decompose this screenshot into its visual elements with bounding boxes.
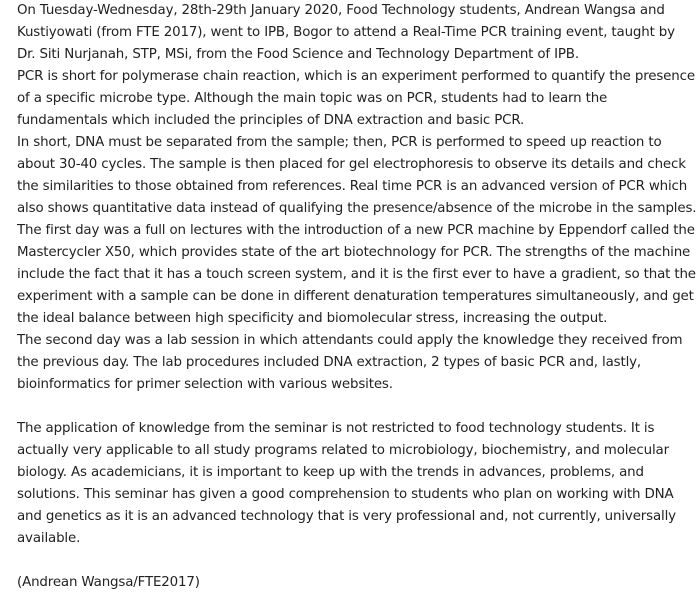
article-body (17, 0, 697, 594)
article-paragraph-conclusion: The application of knowledge from the seminar is not restricted to food technology students. It is actually very applicable to all study programs related to microbiology, biochemistry, and molecular biology. As academicians, it is important to keep up with the trends in advances, problems, and solutions. This seminar has given a good comprehension to students who plan on working with DNA and genetics as it is an advanced technology that is very professional and, not currently, universally available. (17, 421, 676, 546)
article-byline: (Andrean Wangsa/FTE2017) (17, 575, 200, 590)
article-paragraph-pcr-process: In short, DNA must be separated from the sample; then, PCR is performed to speed up reaction to about 30-40 cycles. The sample is then placed for gel electrophoresis to observe its details and check the similarities to those obtained from references. Real time PCR is an advanced version of PCR which also shows quantitative data instead of qualifying the presence/absence of the microbe in the samples. (17, 135, 697, 216)
article-paragraph-intro: On Tuesday-Wednesday, 28th-29th January 2020, Food Technology students, Andrean Wangsa and Kustiyowati (from FTE 2017), went to IPB, Bogor to attend a Real-Time PCR training event, taught by Dr. Siti Nurjanah, STP, MSi, from the Food Science and Technology Department of IPB. (17, 3, 675, 62)
article-paragraph-first-day: The first day was a full on lectures with the introduction of a new PCR machine by Eppendorf called the Mastercycler X50, which provides state of the art biotechnology for PCR. The strengths of the machine include the fact that it has a touch screen system, and it is the first ever to have a gradient, so that the experiment with a sample can be done in different denaturation temperatures simultaneously, and get the ideal balance between high specificity and biomolecular stress, increasing the output. (17, 223, 696, 326)
article-paragraph-pcr-definition: PCR is short for polymerase chain reaction, which is an experiment performed to quantify the presence of a specific microbe type. Although the main topic was on PCR, students had to learn the fundamentals which included the principles of DNA extraction and basic PCR. (17, 69, 695, 128)
paragraph-spacer (17, 550, 697, 572)
article-paragraph-second-day: The second day was a lab session in which attendants could apply the knowledge they received from the previous day. The lab procedures included DNA extraction, 2 types of basic PCR and, lastly, bioinformatics for primer selection with various websites. (17, 333, 683, 392)
paragraph-spacer (17, 396, 697, 418)
